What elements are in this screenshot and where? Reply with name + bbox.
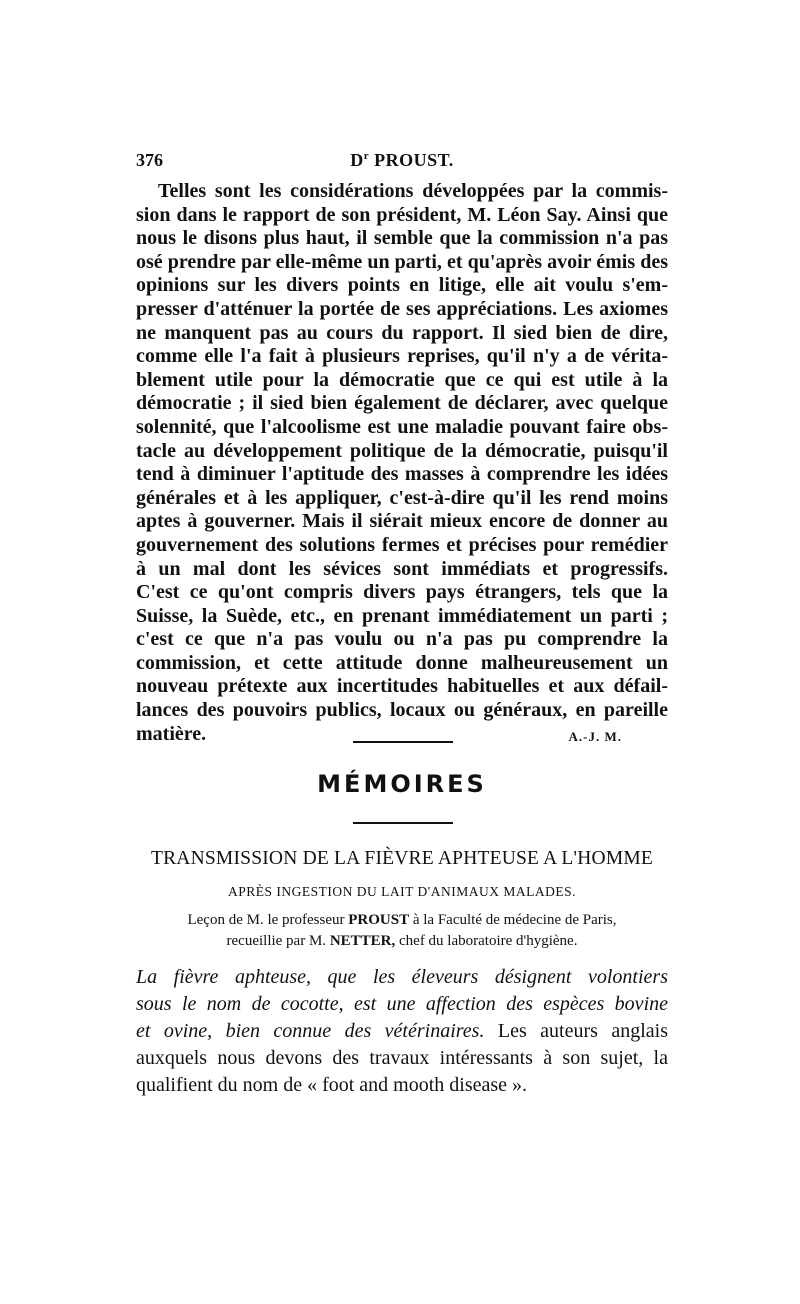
section-rule-bottom [353, 822, 453, 824]
text-line: blement utile pour la démocratie que ce qui est utile à la [136, 368, 668, 391]
text-line: Suisse, la Suède, etc., en prenant immédiatement un parti ; [136, 604, 668, 627]
intro-italic: sous le nom de cocotte, est une affection des espèces bovine [136, 993, 668, 1015]
running-head [136, 150, 668, 176]
intro-line [136, 964, 668, 991]
text-line: générales et à les appliquer, c'est-à-dire qu'il les rend moins [136, 486, 668, 509]
running-title [136, 150, 668, 171]
intro-line [136, 1045, 668, 1072]
intro-roman: auxquels nous devons des travaux intéressants à son sujet, la [136, 1047, 668, 1069]
editor-name: NETTER, [329, 933, 396, 949]
text-line: c'est ce que n'a pas voulu ou n'a pas pu comprendre la [136, 628, 668, 651]
intro-line [136, 991, 668, 1018]
text-line: C'est ce qu'ont compris divers pays étrangers, tels que la [136, 581, 668, 604]
running-title-name: PROUST. [374, 150, 454, 170]
text-line: lances des pouvoirs publics, locaux ou généraux, en pareille [136, 699, 668, 722]
signature: A.-J. M. [568, 728, 622, 744]
text-line: commission, et cette attitude donne malheureusement un [136, 651, 668, 674]
intro-italic: et ovine, bien connue des vétérinaires. [136, 1020, 485, 1042]
text-line: tacle au développement politique de la démocratie, puisqu'il [136, 439, 668, 462]
text-line: nous le disons plus haut, il semble que la commission n'a pas [136, 227, 668, 250]
section-rule-top [353, 741, 453, 743]
text-line: sion dans le rapport de son président, M. Léon Say. Ainsi que [136, 203, 668, 226]
running-title-prefix: D [350, 150, 364, 170]
text-line: presser d'atténuer la portée de ses appréciations. Les axiomes [136, 297, 668, 320]
text-line: gouvernement des solutions fermes et précises pour remédier [136, 533, 668, 556]
text-line-last-text: matière. [136, 722, 207, 745]
section-title: MÉMOIRES [317, 770, 487, 798]
article-title: TRANSMISSION DE LA FIÈVRE APHTEUSE A L'HOMME [150, 848, 654, 869]
intro-line-last [136, 1072, 668, 1099]
text-line: opinions sur les divers points en litige, elle ait voulu s'em- [136, 274, 668, 297]
byline-text: recueillie par M. [226, 933, 327, 949]
intro-roman: qualifient du nom de « foot and mooth disease ». [136, 1074, 528, 1096]
byline-text: Leçon de M. [187, 912, 264, 928]
article-intro-paragraph [136, 964, 668, 1099]
text-line: tend à diminuer l'aptitude des masses à comprendre les idées [136, 463, 668, 486]
intro-roman: Les auteurs anglais [484, 1020, 668, 1042]
text-line: à un mal dont les sévices sont immédiats et progressifs. [136, 557, 668, 580]
byline-text: chef du laboratoire d'hygiène. [399, 933, 578, 949]
text-line: nouveau prétexte aux incertitudes habituelles et aux défail- [136, 675, 668, 698]
text-line: aptes à gouverner. Mais il siérait mieux encore de donner au [136, 510, 668, 533]
text-line: comme elle l'a fait à plusieurs reprises, qu'il n'y a de vérita- [136, 345, 668, 368]
intro-line [136, 1018, 668, 1045]
article-subtitle: APRÈS INGESTION DU LAIT D'ANIMAUX MALADES. [228, 884, 576, 899]
byline-line-2 [136, 931, 668, 952]
byline-line-1 [136, 910, 668, 931]
text-line: solennité, que l'alcoolisme est une maladie pouvant faire obs- [136, 415, 668, 438]
running-title-sup: r [363, 150, 370, 162]
author-name: PROUST [348, 912, 410, 928]
byline-text: à la Faculté de médecine de Paris, [412, 912, 617, 928]
byline-text: le professeur [267, 912, 345, 928]
closing-paragraph [136, 180, 668, 746]
text-line: ne manquent pas au cours du rapport. Il sied bien de dire, [136, 321, 668, 344]
text-line: Telles sont les considérations développées par la commis- [158, 180, 668, 202]
page-number: 376 [136, 150, 163, 170]
intro-italic: La fièvre aphteuse, que les éleveurs désignent volontiers [136, 966, 668, 988]
article-byline [136, 910, 668, 952]
text-line: démocratie ; il sied bien également de déclarer, avec quelque [136, 392, 668, 415]
text-line: osé prendre par elle-même un parti, et qu'après avoir émis des [136, 250, 668, 273]
